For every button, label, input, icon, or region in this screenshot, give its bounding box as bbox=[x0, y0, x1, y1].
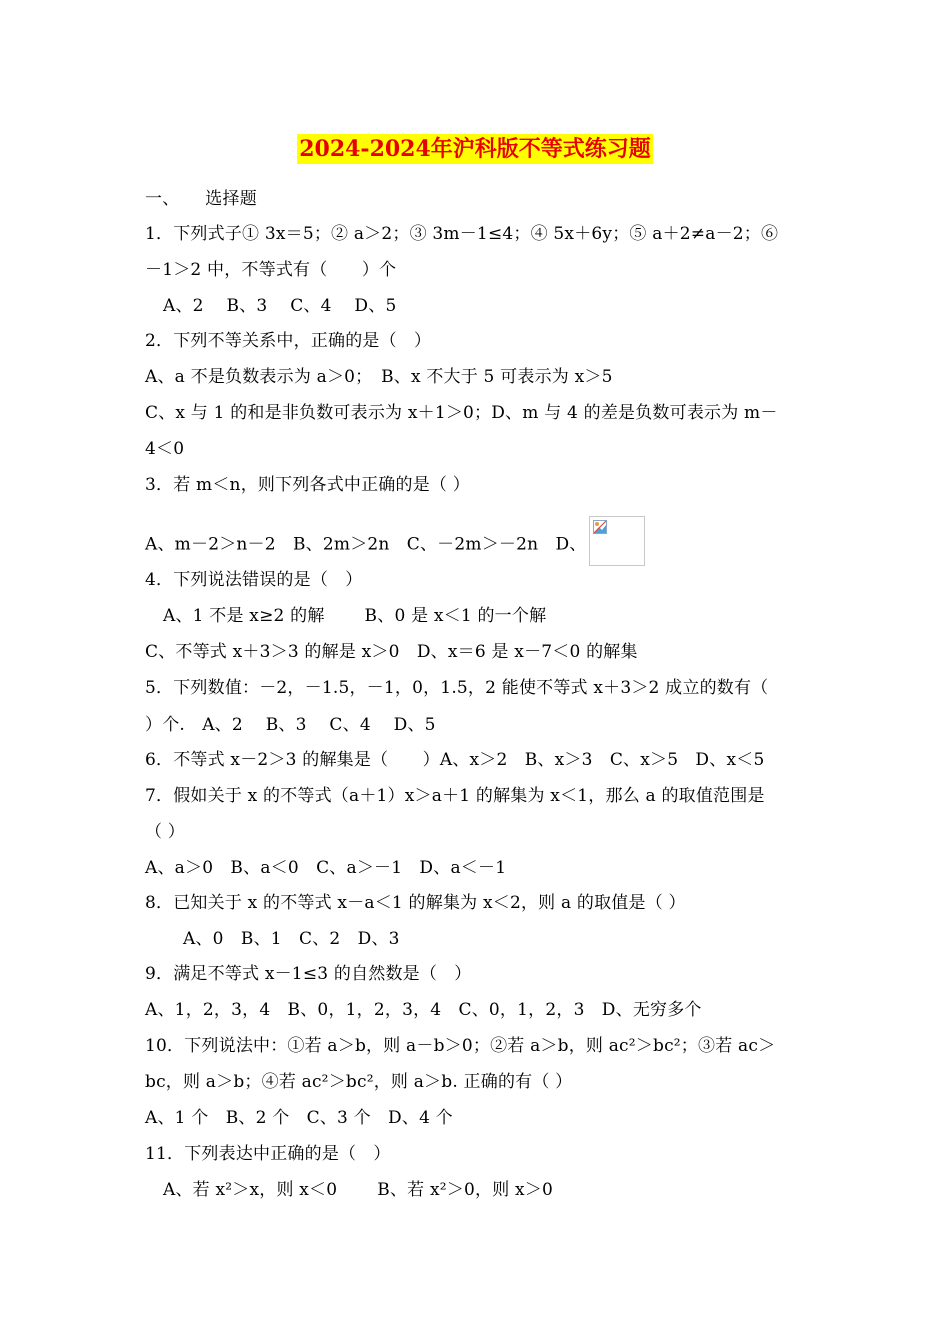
question-2-options-ab: A、a 不是负数表示为 a＞0； B、x 不大于 5 可表示为 x＞5 bbox=[145, 367, 613, 387]
question-6: 6．不等式 x－2＞3 的解集是（ ）A、x＞2 B、x＞3 C、x＞5 D、x＜5 bbox=[145, 750, 765, 770]
question-2-stem: 2．下列不等关系中，正确的是（ ） bbox=[145, 331, 432, 351]
question-2-options-cd-cont: 4＜0 bbox=[145, 439, 185, 459]
question-10-stem-cont: bc，则 a＞b；④若 ac²＞bc²，则 a＞b. 正确的有（ ） bbox=[145, 1072, 573, 1092]
question-4-options-ab: A、1 不是 x≥2 的解 B、0 是 x＜1 的一个解 bbox=[163, 606, 547, 626]
question-1-stem-cont: －1＞2 中，不等式有（ ）个 bbox=[145, 260, 397, 280]
question-3-options bbox=[145, 520, 815, 570]
question-8-stem: 8．已知关于 x 的不等式 x－a＜1 的解集为 x＜2，则 a 的取值是（ ） bbox=[145, 893, 686, 913]
question-4-options-cd: C、不等式 x＋3＞3 的解是 x＞0 D、x＝6 是 x－7＜0 的解集 bbox=[145, 642, 638, 662]
question-2-options-cd: C、x 与 1 的和是非负数可表示为 x＋1＞0；D、m 与 4 的差是负数可表示为 m－ bbox=[145, 403, 778, 423]
question-5-stem: 5．下列数值：－2，－1.5，－1，0，1.5，2 能使不等式 x＋3＞2 成立的数有（ bbox=[145, 678, 769, 698]
question-5-options: ）个. A、2 B、3 C、4 D、5 bbox=[145, 715, 436, 735]
question-10-stem: 10．下列说法中：①若 a＞b，则 a－b＞0；②若 a＞b，则 ac²＞bc²；③若 ac＞ bbox=[145, 1036, 776, 1056]
question-7-stem-cont: （ ） bbox=[145, 822, 186, 842]
question-1-options: A、2 B、3 C、4 D、5 bbox=[163, 296, 397, 316]
section-heading: 一、 选择题 bbox=[145, 189, 257, 209]
question-11-stem: 11．下列表达中正确的是（ ） bbox=[145, 1144, 391, 1164]
question-10-options: A、1 个 B、2 个 C、3 个 D、4 个 bbox=[145, 1108, 453, 1128]
question-9-options: A、1，2，3，4 B、0，1，2，3，4 C、0，1，2，3 D、无穷多个 bbox=[145, 1000, 702, 1020]
document-title: 2024-2024年沪科版不等式练习题 bbox=[299, 136, 651, 162]
question-8-options: A、0 B、1 C、2 D、3 bbox=[183, 929, 400, 949]
document-title-wrap bbox=[0, 132, 950, 163]
question-3-options-text: A、m－2＞n－2 B、2m＞2n C、－2m＞－2n D、 bbox=[145, 534, 587, 555]
broken-image-icon bbox=[589, 516, 645, 566]
question-7-stem: 7．假如关于 x 的不等式（a＋1）x＞a＋1 的解集为 x＜1，那么 a 的取值范围是 bbox=[145, 786, 765, 806]
question-3-stem: 3．若 m＜n，则下列各式中正确的是（ ） bbox=[145, 475, 470, 495]
question-1-stem: 1．下列式子① 3x＝5；② a＞2；③ 3m－1≤4；④ 5x＋6y；⑤ a＋2≠a－2；⑥ bbox=[145, 224, 779, 244]
question-11-options-ab: A、若 x²＞x，则 x＜0 B、若 x²＞0，则 x＞0 bbox=[163, 1180, 554, 1200]
question-4-stem: 4．下列说法错误的是（ ） bbox=[145, 570, 363, 590]
question-7-options: A、a＞0 B、a＜0 C、a＞－1 D、a＜－1 bbox=[145, 858, 507, 878]
question-9-stem: 9．满足不等式 x－1≤3 的自然数是（ ） bbox=[145, 964, 472, 984]
